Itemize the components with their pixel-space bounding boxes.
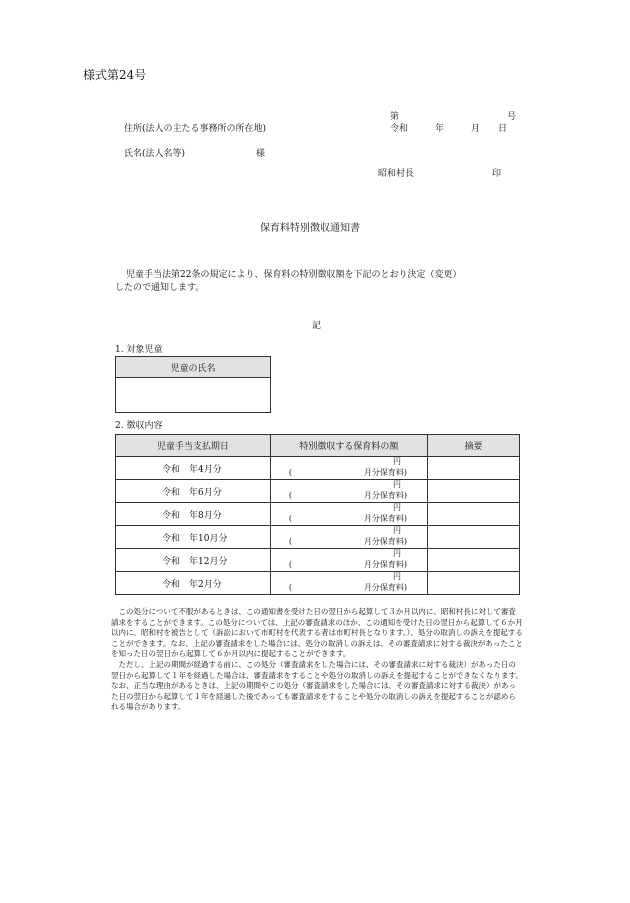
amount-cell[interactable]: [270, 572, 427, 595]
appeal-notes: [111, 607, 523, 713]
period-label: 月分保育料): [363, 560, 407, 569]
notes-paragraph-2: ただし、上記の期間が経過する前に、この処分（審査請求をした場合には、その審査請求に対する裁決）があった日の翌日から起算して１年を経過した場合は、審査請求をすることや処分の取消しの訴えを提起することができなくなります。なお、正当な理由があるときは、上記の期間やこの処分（審査請求をした場合には、その審査請求に対する裁決）があった日の翌日から起算して１年を経過した後であっても審査請求をすることや処分の取消しの訴えを提起することが認められる場合があります。: [111, 659, 523, 712]
period-label: 月分保育料): [363, 491, 407, 500]
yen-unit: 円: [393, 457, 401, 466]
payment-date: 令和 年12月分: [116, 549, 271, 572]
number-dai: 第: [390, 112, 400, 122]
yen-unit: 円: [393, 526, 401, 535]
col-remarks: 摘要: [428, 435, 520, 457]
period-label: 月分保育料): [363, 468, 407, 477]
payment-date: 令和 年8月分: [116, 503, 271, 526]
number-go: 号: [507, 112, 517, 122]
remarks-cell[interactable]: [428, 526, 520, 549]
remarks-cell[interactable]: [428, 457, 520, 480]
child-name-cell[interactable]: [116, 378, 271, 413]
remarks-cell[interactable]: [428, 549, 520, 572]
form-number: 様式第24号: [83, 68, 147, 82]
remarks-cell[interactable]: [428, 480, 520, 503]
period-label: 月分保育料): [363, 537, 407, 546]
amount-cell[interactable]: [270, 549, 427, 572]
amount-cell[interactable]: [270, 480, 427, 503]
payment-date: 令和 年2月分: [116, 572, 271, 595]
body-line-1: 児童手当法第22条の規定により、保育料の特別徴収額を下記のとおり決定（変更）: [126, 270, 462, 280]
sama-label: 様: [256, 149, 266, 159]
paren-open: (: [288, 514, 292, 523]
name-label: 氏名(法人名等): [124, 149, 186, 159]
remarks-cell[interactable]: [428, 572, 520, 595]
seal-label: 印: [492, 169, 502, 179]
paren-open: (: [288, 468, 292, 477]
payment-date: 令和 年6月分: [116, 480, 271, 503]
amount-cell[interactable]: [270, 503, 427, 526]
remarks-cell[interactable]: [428, 503, 520, 526]
section1-heading: 1. 対象児童: [115, 345, 163, 355]
yen-unit: 円: [393, 503, 401, 512]
col-payment-date: 児童手当支払期日: [116, 435, 271, 457]
paren-open: (: [288, 560, 292, 569]
body-line-2: したので通知します。: [115, 283, 205, 293]
yen-unit: 円: [393, 572, 401, 581]
paren-open: (: [288, 583, 292, 592]
table-row: [116, 526, 520, 549]
table-row: [116, 457, 520, 480]
yen-unit: 円: [393, 480, 401, 489]
period-label: 月分保育料): [363, 514, 407, 523]
amount-cell[interactable]: [270, 526, 427, 549]
amount-cell[interactable]: [270, 457, 427, 480]
yen-unit: 円: [393, 549, 401, 558]
collection-table: [115, 434, 520, 595]
table-row: [116, 549, 520, 572]
table-row: [116, 480, 520, 503]
date-label: 令和 年 月 日: [390, 124, 508, 134]
notes-paragraph-1: この処分について不服があるときは、この通知書を受けた日の翌日から起算して３か月以内に、昭和村長に対して審査請求をすることができます。この処分については、上記の審査請求のほか、この通知を受けた日の翌日から起算して６か月以内に、昭和村を被告として（訴訟において市町村を代表する者は市町村長となります。）、処分の取消しの訴えを提起することができます。なお、上記の審査請求をした場合には、処分の取消しの訴えは、その審査請求に対する裁決があったことを知った日の翌日から起算して６か月以内に提起することができます。: [111, 607, 523, 659]
period-label: 月分保育料): [363, 583, 407, 592]
table-row: [116, 572, 520, 595]
document-title: 保育料特別徴収通知書: [260, 223, 360, 234]
section2-heading: 2. 徴収内容: [115, 421, 163, 431]
child-table: [115, 356, 271, 413]
mayor-label: 昭和村長: [378, 169, 415, 179]
ki-label: 記: [312, 321, 322, 331]
paren-open: (: [288, 491, 292, 500]
paren-open: (: [288, 537, 292, 546]
col-amount: 特別徴収する保育料の額: [270, 435, 427, 457]
child-name-header: 児童の氏名: [116, 357, 271, 378]
table-row: [116, 503, 520, 526]
address-label: 住所(法人の主たる事務所の所在地): [124, 124, 267, 134]
payment-date: 令和 年10月分: [116, 526, 271, 549]
payment-date: 令和 年4月分: [116, 457, 271, 480]
